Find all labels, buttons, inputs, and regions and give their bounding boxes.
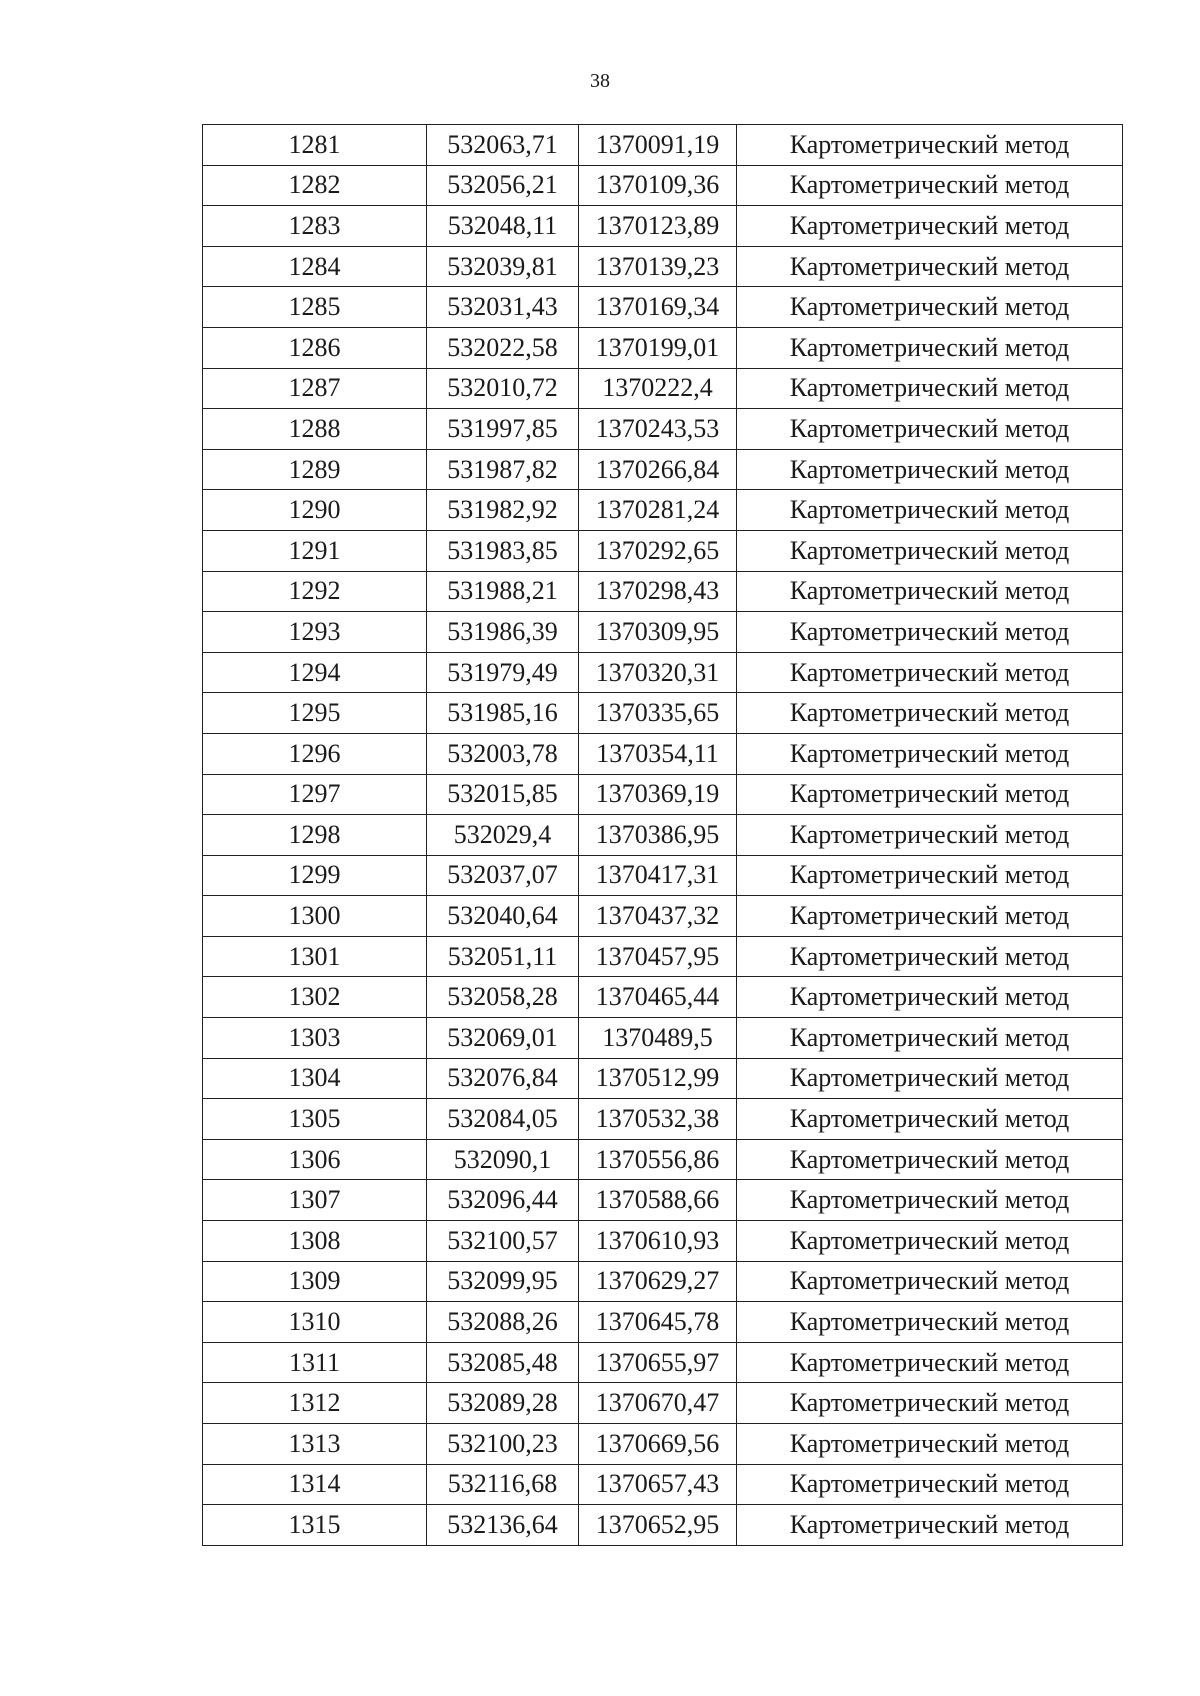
y-coordinate-cell: 1370266,84 bbox=[579, 449, 737, 490]
x-coordinate-cell: 532085,48 bbox=[427, 1342, 579, 1383]
x-coordinate-cell: 531987,82 bbox=[427, 449, 579, 490]
x-coordinate-cell: 532096,44 bbox=[427, 1180, 579, 1221]
point-number-cell: 1284 bbox=[203, 246, 427, 287]
point-number-cell: 1310 bbox=[203, 1302, 427, 1343]
point-number-cell: 1309 bbox=[203, 1261, 427, 1302]
point-number-cell: 1287 bbox=[203, 368, 427, 409]
x-coordinate-cell: 532040,64 bbox=[427, 896, 579, 937]
point-number-cell: 1315 bbox=[203, 1505, 427, 1546]
page-number: 38 bbox=[590, 70, 610, 92]
point-number-cell: 1294 bbox=[203, 652, 427, 693]
method-cell: Картометрический метод bbox=[737, 1139, 1123, 1180]
x-coordinate-cell: 532063,71 bbox=[427, 125, 579, 166]
x-coordinate-cell: 532076,84 bbox=[427, 1058, 579, 1099]
method-cell: Картометрический метод bbox=[737, 1505, 1123, 1546]
x-coordinate-cell: 531985,16 bbox=[427, 693, 579, 734]
table-row bbox=[203, 165, 1123, 206]
method-cell: Картометрический метод bbox=[737, 612, 1123, 653]
coordinates-table bbox=[202, 124, 1123, 1546]
y-coordinate-cell: 1370670,47 bbox=[579, 1383, 737, 1424]
point-number-cell: 1305 bbox=[203, 1099, 427, 1140]
point-number-cell: 1300 bbox=[203, 896, 427, 937]
table-row bbox=[203, 368, 1123, 409]
table-row bbox=[203, 896, 1123, 937]
x-coordinate-cell: 532099,95 bbox=[427, 1261, 579, 1302]
table-row bbox=[203, 612, 1123, 653]
y-coordinate-cell: 1370309,95 bbox=[579, 612, 737, 653]
table-row bbox=[203, 571, 1123, 612]
x-coordinate-cell: 532010,72 bbox=[427, 368, 579, 409]
y-coordinate-cell: 1370281,24 bbox=[579, 490, 737, 531]
x-coordinate-cell: 532084,05 bbox=[427, 1099, 579, 1140]
method-cell: Картометрический метод bbox=[737, 409, 1123, 450]
method-cell: Картометрический метод bbox=[737, 1342, 1123, 1383]
y-coordinate-cell: 1370465,44 bbox=[579, 977, 737, 1018]
y-coordinate-cell: 1370437,32 bbox=[579, 896, 737, 937]
point-number-cell: 1283 bbox=[203, 206, 427, 247]
x-coordinate-cell: 531982,92 bbox=[427, 490, 579, 531]
method-cell: Картометрический метод bbox=[737, 693, 1123, 734]
method-cell: Картометрический метод bbox=[737, 977, 1123, 1018]
table-row bbox=[203, 1018, 1123, 1059]
y-coordinate-cell: 1370335,65 bbox=[579, 693, 737, 734]
point-number-cell: 1293 bbox=[203, 612, 427, 653]
point-number-cell: 1295 bbox=[203, 693, 427, 734]
method-cell: Картометрический метод bbox=[737, 1464, 1123, 1505]
table-row bbox=[203, 530, 1123, 571]
y-coordinate-cell: 1370512,99 bbox=[579, 1058, 737, 1099]
coordinates-table-body bbox=[203, 125, 1123, 1546]
y-coordinate-cell: 1370139,23 bbox=[579, 246, 737, 287]
point-number-cell: 1303 bbox=[203, 1018, 427, 1059]
method-cell: Картометрический метод bbox=[737, 165, 1123, 206]
method-cell: Картометрический метод bbox=[737, 1058, 1123, 1099]
method-cell: Картометрический метод bbox=[737, 855, 1123, 896]
point-number-cell: 1313 bbox=[203, 1424, 427, 1465]
table-row bbox=[203, 490, 1123, 531]
table-row bbox=[203, 287, 1123, 328]
x-coordinate-cell: 532136,64 bbox=[427, 1505, 579, 1546]
y-coordinate-cell: 1370091,19 bbox=[579, 125, 737, 166]
table-row bbox=[203, 1058, 1123, 1099]
method-cell: Картометрический метод bbox=[737, 1261, 1123, 1302]
point-number-cell: 1307 bbox=[203, 1180, 427, 1221]
table-row bbox=[203, 125, 1123, 166]
table-row bbox=[203, 1139, 1123, 1180]
table-row bbox=[203, 693, 1123, 734]
x-coordinate-cell: 532039,81 bbox=[427, 246, 579, 287]
point-number-cell: 1290 bbox=[203, 490, 427, 531]
table-row bbox=[203, 855, 1123, 896]
method-cell: Картометрический метод bbox=[737, 246, 1123, 287]
table-row bbox=[203, 1464, 1123, 1505]
point-number-cell: 1311 bbox=[203, 1342, 427, 1383]
y-coordinate-cell: 1370386,95 bbox=[579, 815, 737, 856]
x-coordinate-cell: 532029,4 bbox=[427, 815, 579, 856]
table-row bbox=[203, 977, 1123, 1018]
point-number-cell: 1314 bbox=[203, 1464, 427, 1505]
method-cell: Картометрический метод bbox=[737, 1302, 1123, 1343]
x-coordinate-cell: 531983,85 bbox=[427, 530, 579, 571]
method-cell: Картометрический метод bbox=[737, 125, 1123, 166]
point-number-cell: 1301 bbox=[203, 936, 427, 977]
method-cell: Картометрический метод bbox=[737, 652, 1123, 693]
table-row bbox=[203, 652, 1123, 693]
table-row bbox=[203, 1180, 1123, 1221]
point-number-cell: 1308 bbox=[203, 1221, 427, 1262]
table-row bbox=[203, 1261, 1123, 1302]
point-number-cell: 1298 bbox=[203, 815, 427, 856]
x-coordinate-cell: 532031,43 bbox=[427, 287, 579, 328]
x-coordinate-cell: 532058,28 bbox=[427, 977, 579, 1018]
x-coordinate-cell: 532100,23 bbox=[427, 1424, 579, 1465]
point-number-cell: 1289 bbox=[203, 449, 427, 490]
method-cell: Картометрический метод bbox=[737, 206, 1123, 247]
y-coordinate-cell: 1370655,97 bbox=[579, 1342, 737, 1383]
method-cell: Картометрический метод bbox=[737, 490, 1123, 531]
method-cell: Картометрический метод bbox=[737, 571, 1123, 612]
y-coordinate-cell: 1370652,95 bbox=[579, 1505, 737, 1546]
y-coordinate-cell: 1370123,89 bbox=[579, 206, 737, 247]
x-coordinate-cell: 532003,78 bbox=[427, 733, 579, 774]
x-coordinate-cell: 532022,58 bbox=[427, 327, 579, 368]
method-cell: Картометрический метод bbox=[737, 449, 1123, 490]
y-coordinate-cell: 1370457,95 bbox=[579, 936, 737, 977]
y-coordinate-cell: 1370588,66 bbox=[579, 1180, 737, 1221]
method-cell: Картометрический метод bbox=[737, 896, 1123, 937]
table-row bbox=[203, 733, 1123, 774]
table-row bbox=[203, 815, 1123, 856]
y-coordinate-cell: 1370489,5 bbox=[579, 1018, 737, 1059]
y-coordinate-cell: 1370320,31 bbox=[579, 652, 737, 693]
table-row bbox=[203, 774, 1123, 815]
method-cell: Картометрический метод bbox=[737, 1180, 1123, 1221]
method-cell: Картометрический метод bbox=[737, 368, 1123, 409]
y-coordinate-cell: 1370645,78 bbox=[579, 1302, 737, 1343]
y-coordinate-cell: 1370199,01 bbox=[579, 327, 737, 368]
point-number-cell: 1292 bbox=[203, 571, 427, 612]
point-number-cell: 1304 bbox=[203, 1058, 427, 1099]
x-coordinate-cell: 532090,1 bbox=[427, 1139, 579, 1180]
y-coordinate-cell: 1370369,19 bbox=[579, 774, 737, 815]
y-coordinate-cell: 1370109,36 bbox=[579, 165, 737, 206]
x-coordinate-cell: 532037,07 bbox=[427, 855, 579, 896]
method-cell: Картометрический метод bbox=[737, 733, 1123, 774]
y-coordinate-cell: 1370169,34 bbox=[579, 287, 737, 328]
y-coordinate-cell: 1370292,65 bbox=[579, 530, 737, 571]
y-coordinate-cell: 1370556,86 bbox=[579, 1139, 737, 1180]
point-number-cell: 1306 bbox=[203, 1139, 427, 1180]
x-coordinate-cell: 532089,28 bbox=[427, 1383, 579, 1424]
table-row bbox=[203, 1342, 1123, 1383]
point-number-cell: 1302 bbox=[203, 977, 427, 1018]
point-number-cell: 1282 bbox=[203, 165, 427, 206]
x-coordinate-cell: 532056,21 bbox=[427, 165, 579, 206]
x-coordinate-cell: 532069,01 bbox=[427, 1018, 579, 1059]
x-coordinate-cell: 532116,68 bbox=[427, 1464, 579, 1505]
y-coordinate-cell: 1370243,53 bbox=[579, 409, 737, 450]
x-coordinate-cell: 531988,21 bbox=[427, 571, 579, 612]
method-cell: Картометрический метод bbox=[737, 774, 1123, 815]
point-number-cell: 1291 bbox=[203, 530, 427, 571]
method-cell: Картометрический метод bbox=[737, 530, 1123, 571]
table-row bbox=[203, 936, 1123, 977]
x-coordinate-cell: 532048,11 bbox=[427, 206, 579, 247]
y-coordinate-cell: 1370657,43 bbox=[579, 1464, 737, 1505]
table-row bbox=[203, 449, 1123, 490]
method-cell: Картометрический метод bbox=[737, 815, 1123, 856]
table-row bbox=[203, 1424, 1123, 1465]
point-number-cell: 1288 bbox=[203, 409, 427, 450]
y-coordinate-cell: 1370629,27 bbox=[579, 1261, 737, 1302]
x-coordinate-cell: 532015,85 bbox=[427, 774, 579, 815]
point-number-cell: 1299 bbox=[203, 855, 427, 896]
y-coordinate-cell: 1370298,43 bbox=[579, 571, 737, 612]
table-row bbox=[203, 206, 1123, 247]
y-coordinate-cell: 1370417,31 bbox=[579, 855, 737, 896]
point-number-cell: 1285 bbox=[203, 287, 427, 328]
method-cell: Картометрический метод bbox=[737, 1018, 1123, 1059]
table-row bbox=[203, 246, 1123, 287]
x-coordinate-cell: 531997,85 bbox=[427, 409, 579, 450]
method-cell: Картометрический метод bbox=[737, 936, 1123, 977]
table-row bbox=[203, 1383, 1123, 1424]
method-cell: Картометрический метод bbox=[737, 1099, 1123, 1140]
x-coordinate-cell: 532088,26 bbox=[427, 1302, 579, 1343]
table-row bbox=[203, 1221, 1123, 1262]
method-cell: Картометрический метод bbox=[737, 287, 1123, 328]
method-cell: Картометрический метод bbox=[737, 1424, 1123, 1465]
point-number-cell: 1312 bbox=[203, 1383, 427, 1424]
table-row bbox=[203, 1099, 1123, 1140]
point-number-cell: 1286 bbox=[203, 327, 427, 368]
point-number-cell: 1297 bbox=[203, 774, 427, 815]
point-number-cell: 1281 bbox=[203, 125, 427, 166]
method-cell: Картометрический метод bbox=[737, 1383, 1123, 1424]
method-cell: Картометрический метод bbox=[737, 327, 1123, 368]
y-coordinate-cell: 1370532,38 bbox=[579, 1099, 737, 1140]
x-coordinate-cell: 532100,57 bbox=[427, 1221, 579, 1262]
y-coordinate-cell: 1370669,56 bbox=[579, 1424, 737, 1465]
table-row bbox=[203, 409, 1123, 450]
point-number-cell: 1296 bbox=[203, 733, 427, 774]
y-coordinate-cell: 1370354,11 bbox=[579, 733, 737, 774]
table-row bbox=[203, 1302, 1123, 1343]
table-row bbox=[203, 327, 1123, 368]
x-coordinate-cell: 531986,39 bbox=[427, 612, 579, 653]
method-cell: Картометрический метод bbox=[737, 1221, 1123, 1262]
x-coordinate-cell: 532051,11 bbox=[427, 936, 579, 977]
table-row bbox=[203, 1505, 1123, 1546]
y-coordinate-cell: 1370222,4 bbox=[579, 368, 737, 409]
y-coordinate-cell: 1370610,93 bbox=[579, 1221, 737, 1262]
x-coordinate-cell: 531979,49 bbox=[427, 652, 579, 693]
